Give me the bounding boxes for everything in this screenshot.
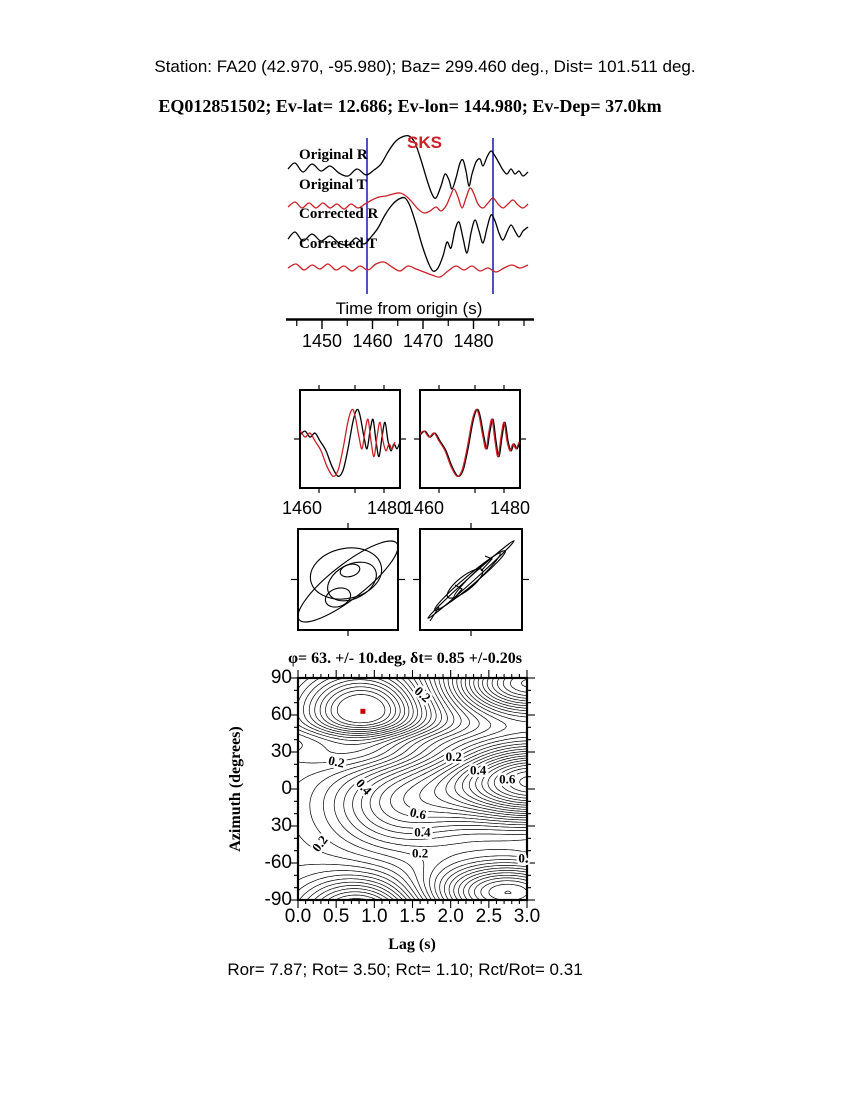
trace-label-original-r: Original R <box>299 147 368 163</box>
time-axis <box>286 320 534 330</box>
time-tick-label: 1470 <box>402 331 444 351</box>
contour-value-label: 0.6 <box>499 771 516 787</box>
station-title: Station: FA20 (42.970, -95.980); Baz= 299.460 deg., Dist= 101.511 deg. <box>154 57 696 76</box>
contour-value-label: 0.4 <box>353 775 376 798</box>
lag-tick-label: 0.5 <box>322 906 350 927</box>
compare-tick-label: 1460 <box>403 498 445 518</box>
trace-label-corrected-t: Corrected T <box>299 236 378 252</box>
contour-map-title: φ= 63. +/- 10.deg, δt= 0.85 +/-0.20s <box>288 650 522 667</box>
contour-value-label: 0.2 <box>411 683 434 706</box>
lag-tick-label: 3.0 <box>513 906 541 927</box>
contour-value-label: 0. <box>518 850 529 866</box>
event-title: EQ012851502; Ev-lat= 12.686; Ev-lon= 144.980; Ev-Dep= 37.0km <box>158 96 662 116</box>
trace-label-original-t: Original T <box>299 177 367 193</box>
trace-label-corrected-r: Corrected R <box>299 206 379 222</box>
azimuth-tick-label: 0 <box>281 778 292 799</box>
contour-map <box>290 670 535 908</box>
contour-value-label: 0.6 <box>408 804 428 823</box>
azimuth-tick-label: 30 <box>270 741 292 762</box>
time-tick-label: 1450 <box>301 331 343 351</box>
compare-tick-label: 1480 <box>489 498 531 518</box>
best-solution-marker <box>360 709 365 714</box>
contour-value-label: 0.2 <box>445 749 462 765</box>
contour-value-label: 0.2 <box>327 752 347 771</box>
particle-motion-panels <box>289 523 529 636</box>
lag-tick-label: 0.0 <box>284 906 312 927</box>
azimuth-tick-label: 90 <box>270 667 292 688</box>
time-tick-label: 1460 <box>352 331 393 351</box>
lag-tick-label: 2.0 <box>437 906 464 927</box>
lag-tick-label: 1.5 <box>399 906 426 927</box>
time-axis-title: Time from origin (s) <box>335 299 483 318</box>
lag-tick-label: 1.0 <box>361 906 388 927</box>
compare-tick-label: 1460 <box>281 498 323 518</box>
lag-axis-label: Lag (s) <box>388 936 436 953</box>
sks-phase-label: SKS <box>407 133 442 152</box>
contour-value-label: 0.2 <box>308 832 331 855</box>
contour-value-label: 0.4 <box>414 824 431 840</box>
azimuth-axis-label: Azimuth (degrees) <box>227 726 244 852</box>
compare-boxes <box>294 385 526 493</box>
azimuth-tick-label: -60 <box>264 852 292 873</box>
azimuth-tick-label: -90 <box>264 889 292 910</box>
lag-tick-label: 2.5 <box>475 906 503 927</box>
time-tick-label: 1480 <box>453 331 494 351</box>
contour-value-label: 0.4 <box>469 762 487 778</box>
stats-line: Ror= 7.87; Rot= 3.50; Rct= 1.10; Rct/Rot= 0.31 <box>227 960 583 979</box>
azimuth-tick-label: 30 <box>270 815 292 836</box>
azimuth-tick-label: 60 <box>270 704 292 725</box>
compare-tick-label: 1480 <box>366 498 408 518</box>
contour-value-label: 0.2 <box>411 845 429 861</box>
